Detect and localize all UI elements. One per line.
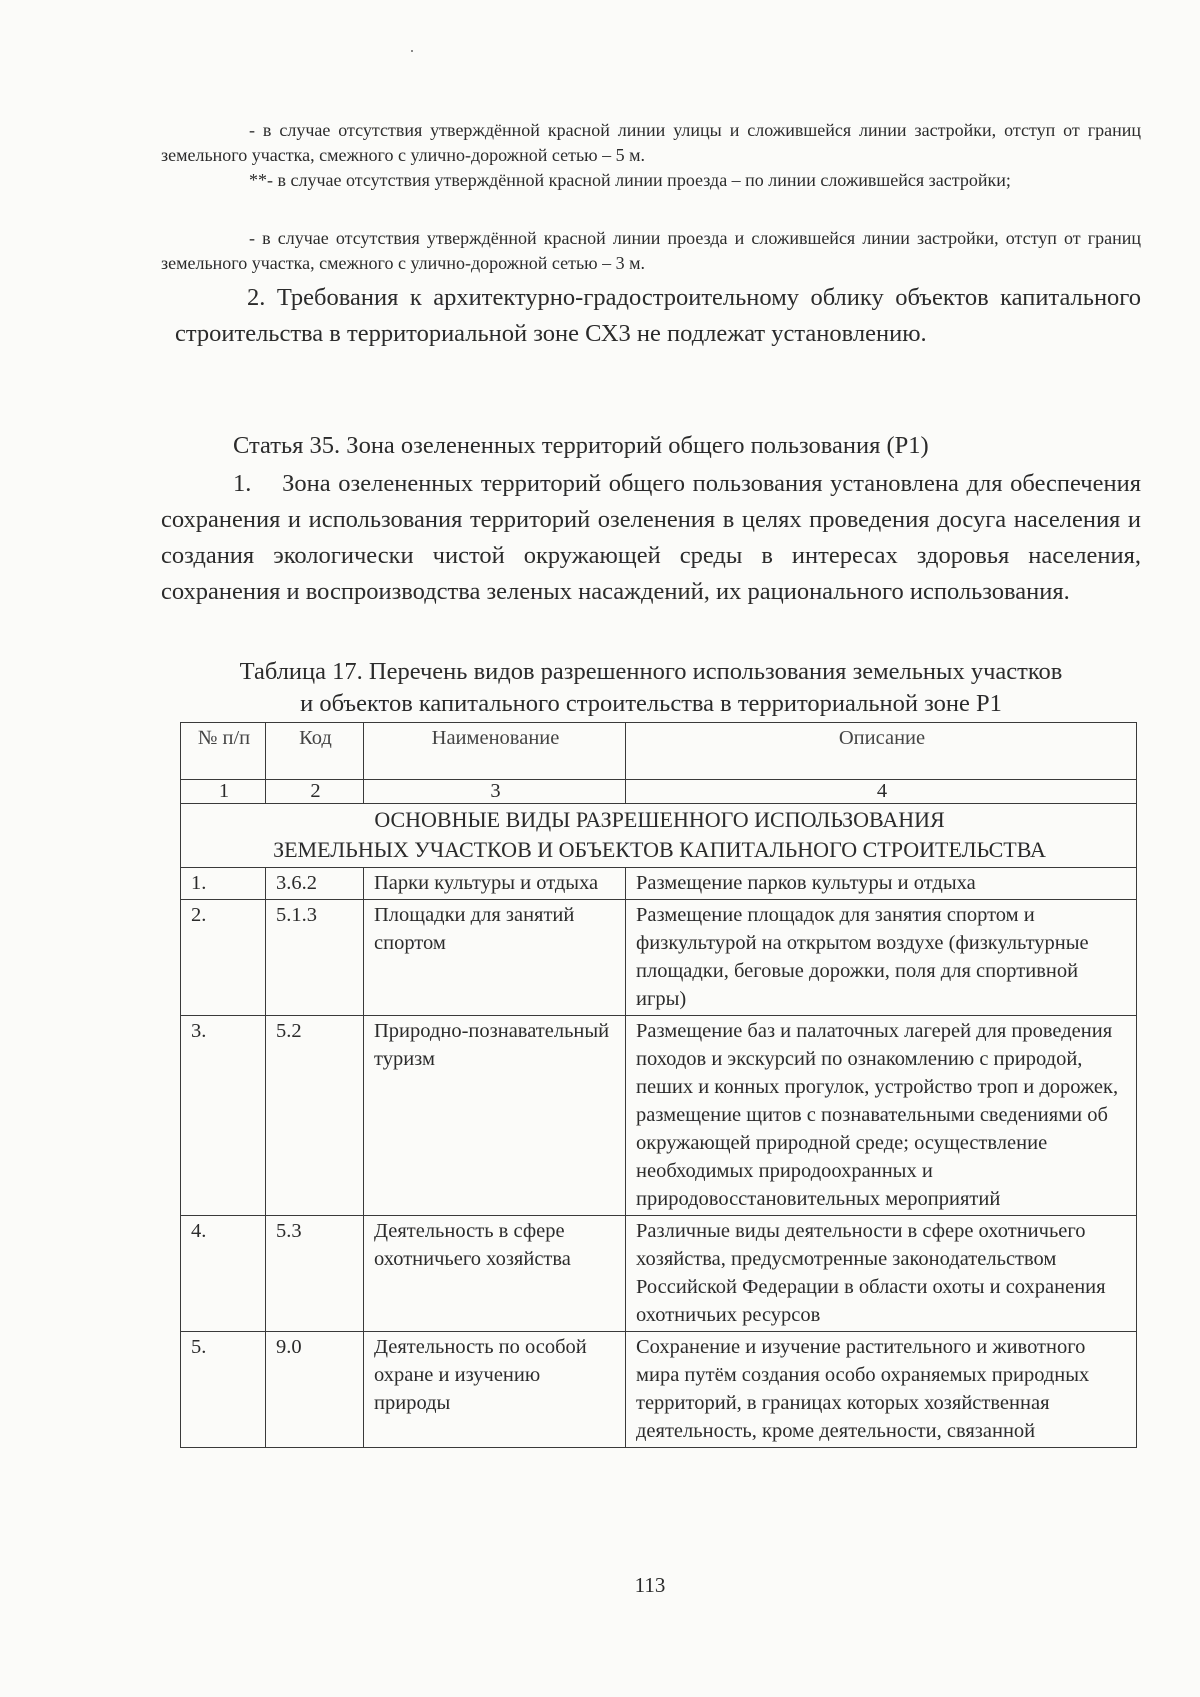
column-number: 4 bbox=[626, 780, 1137, 804]
architecture-requirements-paragraph: 2. Требования к архитектурно-градостроительному облику объектов капитального строительства в территориальной зоне СХ3 не подлежат установлению. bbox=[175, 284, 1141, 347]
table-row bbox=[181, 1332, 1137, 1448]
table-row bbox=[181, 1216, 1137, 1332]
table-row bbox=[181, 868, 1137, 900]
row-description: Размещение парков культуры и отдыха bbox=[626, 868, 1137, 900]
section-header-row bbox=[181, 804, 1137, 868]
header-code: Код bbox=[266, 723, 364, 780]
row-code: 5.3 bbox=[266, 1216, 364, 1332]
row-description: Различные виды деятельности в сфере охотничьего хозяйства, предусмотренные законодательством Российской Федерации в области охоты и сохранения охотничьих ресурсов bbox=[626, 1216, 1137, 1332]
header-description: Описание bbox=[626, 723, 1137, 780]
note-red-line-passage: **- в случае отсутствия утверждённой красной линии проезда – по линии сложившейся застройки; bbox=[249, 170, 1011, 190]
row-name: Деятельность в сфере охотничьего хозяйства bbox=[364, 1216, 626, 1332]
note-red-line-street: - в случае отсутствия утверждённой красной линии улицы и сложившейся линии застройки, отступ от границ земельного участка, смежного с улично-дорожной сетью – 5 м. bbox=[161, 120, 1141, 165]
header-number: № п/п bbox=[181, 723, 266, 780]
column-number: 1 bbox=[181, 780, 266, 804]
table-row bbox=[181, 1016, 1137, 1216]
row-name: Площадки для занятий спортом bbox=[364, 900, 626, 1016]
article-paragraph: 1. Зона озелененных территорий общего пользования установлена для обеспечения сохранения и использования территорий озеленения в целях проведения досуга населения и создания экологически чистой окружающей среды в интересах здоровья населения, сохранения и воспроизводства зеленых насаждений, их рационального использования. bbox=[161, 470, 1141, 605]
row-description: Размещение баз и палаточных лагерей для проведения походов и экскурсий по ознакомлению с природой, пеших и конных прогулок, устройство троп и дорожек, размещение щитов с познавательными сведениями об окружающей природной среде; осуществление необходимых природоохранных и природовосстановительных мероприятий bbox=[626, 1016, 1137, 1216]
row-code: 3.6.2 bbox=[266, 868, 364, 900]
column-number: 3 bbox=[364, 780, 626, 804]
table-row bbox=[181, 900, 1137, 1016]
row-description: Сохранение и изучение растительного и животного мира путём создания особо охраняемых природных территорий, в границах которых хозяйственная деятельность, кроме деятельности, связанной bbox=[626, 1332, 1137, 1448]
row-code: 5.2 bbox=[266, 1016, 364, 1216]
table-caption bbox=[161, 656, 1141, 720]
row-name: Природно-познавательный туризм bbox=[364, 1016, 626, 1216]
note-red-line-passage-setback: - в случае отсутствия утверждённой красной линии проезда и сложившейся линии застройки, отступ от границ земельного участка, смежного с улично-дорожной сетью – 3 м. bbox=[161, 228, 1141, 273]
row-description: Размещение площадок для занятия спортом и физкультурой на открытом воздухе (физкультурные площадки, беговые дорожки, поля для спортивной игры) bbox=[626, 900, 1137, 1016]
row-code: 5.1.3 bbox=[266, 900, 364, 1016]
row-name: Парки культуры и отдыха bbox=[364, 868, 626, 900]
header-name: Наименование bbox=[364, 723, 626, 780]
scan-speck bbox=[411, 50, 413, 52]
row-number: 4. bbox=[181, 1216, 266, 1332]
article-title: Статья 35. Зона озелененных территорий общего пользования (Р1) bbox=[233, 432, 929, 459]
column-number: 2 bbox=[266, 780, 364, 804]
permitted-uses-table bbox=[180, 722, 1137, 1448]
row-number: 5. bbox=[181, 1332, 266, 1448]
row-number: 1. bbox=[181, 868, 266, 900]
page-number: 113 bbox=[634, 1573, 666, 1597]
row-number: 2. bbox=[181, 900, 266, 1016]
table-header-row bbox=[181, 723, 1137, 780]
column-number-row bbox=[181, 780, 1137, 804]
row-name: Деятельность по особой охране и изучению природы bbox=[364, 1332, 626, 1448]
section-title bbox=[181, 804, 1137, 868]
row-number: 3. bbox=[181, 1016, 266, 1216]
row-code: 9.0 bbox=[266, 1332, 364, 1448]
table-caption-line-1: Таблица 17. Перечень видов разрешенного использования земельных участков bbox=[239, 658, 1063, 685]
section-title-line-2: ЗЕМЕЛЬНЫХ УЧАСТКОВ И ОБЪЕКТОВ КАПИТАЛЬНОГО СТРОИТЕЛЬСТВА bbox=[273, 837, 1046, 862]
section-title-line-1: ОСНОВНЫЕ ВИДЫ РАЗРЕШЕННОГО ИСПОЛЬЗОВАНИЯ bbox=[374, 807, 945, 832]
table-caption-line-2: и объектов капитального строительства в территориальной зоне Р1 bbox=[300, 690, 1002, 717]
